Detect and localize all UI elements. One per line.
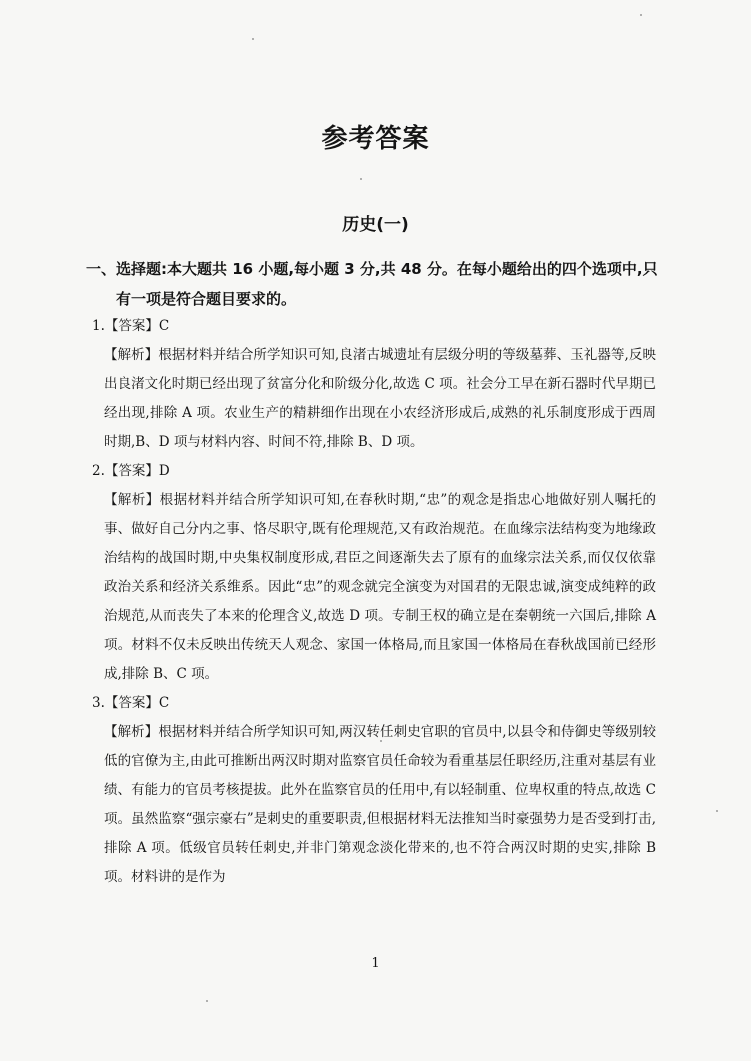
answer-label: 2.【答案】D: [92, 463, 170, 479]
scan-speck: [380, 740, 382, 742]
scan-speck: [360, 178, 362, 180]
answer-label: 3.【答案】C: [92, 695, 170, 711]
answer-item-2: [92, 457, 656, 689]
page-number: 1: [371, 956, 380, 971]
page-title: 参考答案: [321, 124, 430, 154]
page-subtitle: 历史(一): [342, 215, 409, 235]
scan-speck: [252, 38, 254, 40]
answer-list: [92, 312, 656, 892]
answer-label: 1.【答案】C: [92, 318, 170, 334]
scan-speck: [206, 1000, 208, 1002]
section-heading-line-1: 一、选择题:本大题共 16 小题,每小题 3 分,共 48 分。在每小题给出的四个选项中,只: [86, 260, 658, 278]
answer-item-1: [92, 312, 656, 457]
section-heading-line-2: 有一项是符合题目要求的。: [116, 290, 297, 308]
answer-item-3: [92, 689, 656, 892]
scan-speck: [640, 14, 642, 16]
analysis-text: 【解析】根据材料并结合所学知识可知,在春秋时期,“忠”的观念是指忠心地做好别人嘱托的事、做好自己分内之事、恪尽职守,既有伦理规范,又有政治规范。在血缘宗法结构变为地缘政治结构的战国时期,中央集权制度形成,君臣之间逐渐失去了原有的血缘宗法关系,而仅仅依靠政治关系和经济关系维系。因此“忠”的观念就完全演变为对国君的无限忠诚,演变成纯粹的政治规范,从而丧失了本来的伦理含义,故选 D 项。专制王权的确立是在秦朝统一六国后,排除 A 项。材料不仅未反映出传统天人观念、家国一体格局,而且家国一体格局在春秋战国前已经形成,排除 B、C 项。: [104, 492, 656, 682]
section-heading: [86, 254, 676, 314]
analysis-text: 【解析】根据材料并结合所学知识可知,两汉转任刺史官职的官员中,以县令和侍御史等级别较低的官僚为主,由此可推断出两汉时期对监察官员任命较为看重基层任职经历,注重对基层有业绩、有能力的官员考核提拔。此外在监察官员的任用中,有以轻制重、位卑权重的特点,故选 C 项。虽然监察“强宗豪右”是刺史的重要职责,但根据材料无法推知当时豪强势力是否受到打击,排除 A 项。低级官员转任刺史,并非门第观念淡化带来的,也不符合两汉时期的史实,排除 B 项。材料讲的是作为: [104, 724, 656, 885]
scan-speck: [716, 810, 718, 812]
analysis-text: 【解析】根据材料并结合所学知识可知,良渚古城遗址有层级分明的等级墓葬、玉礼器等,反映出良渚文化时期已经出现了贫富分化和阶级分化,故选 C 项。社会分工早在新石器时代早期已经出现,排除 A 项。农业生产的精耕细作出现在小农经济形成后,成熟的礼乐制度形成于西周时期,B、D 项与材料内容、时间不符,排除 B、D 项。: [104, 347, 656, 450]
